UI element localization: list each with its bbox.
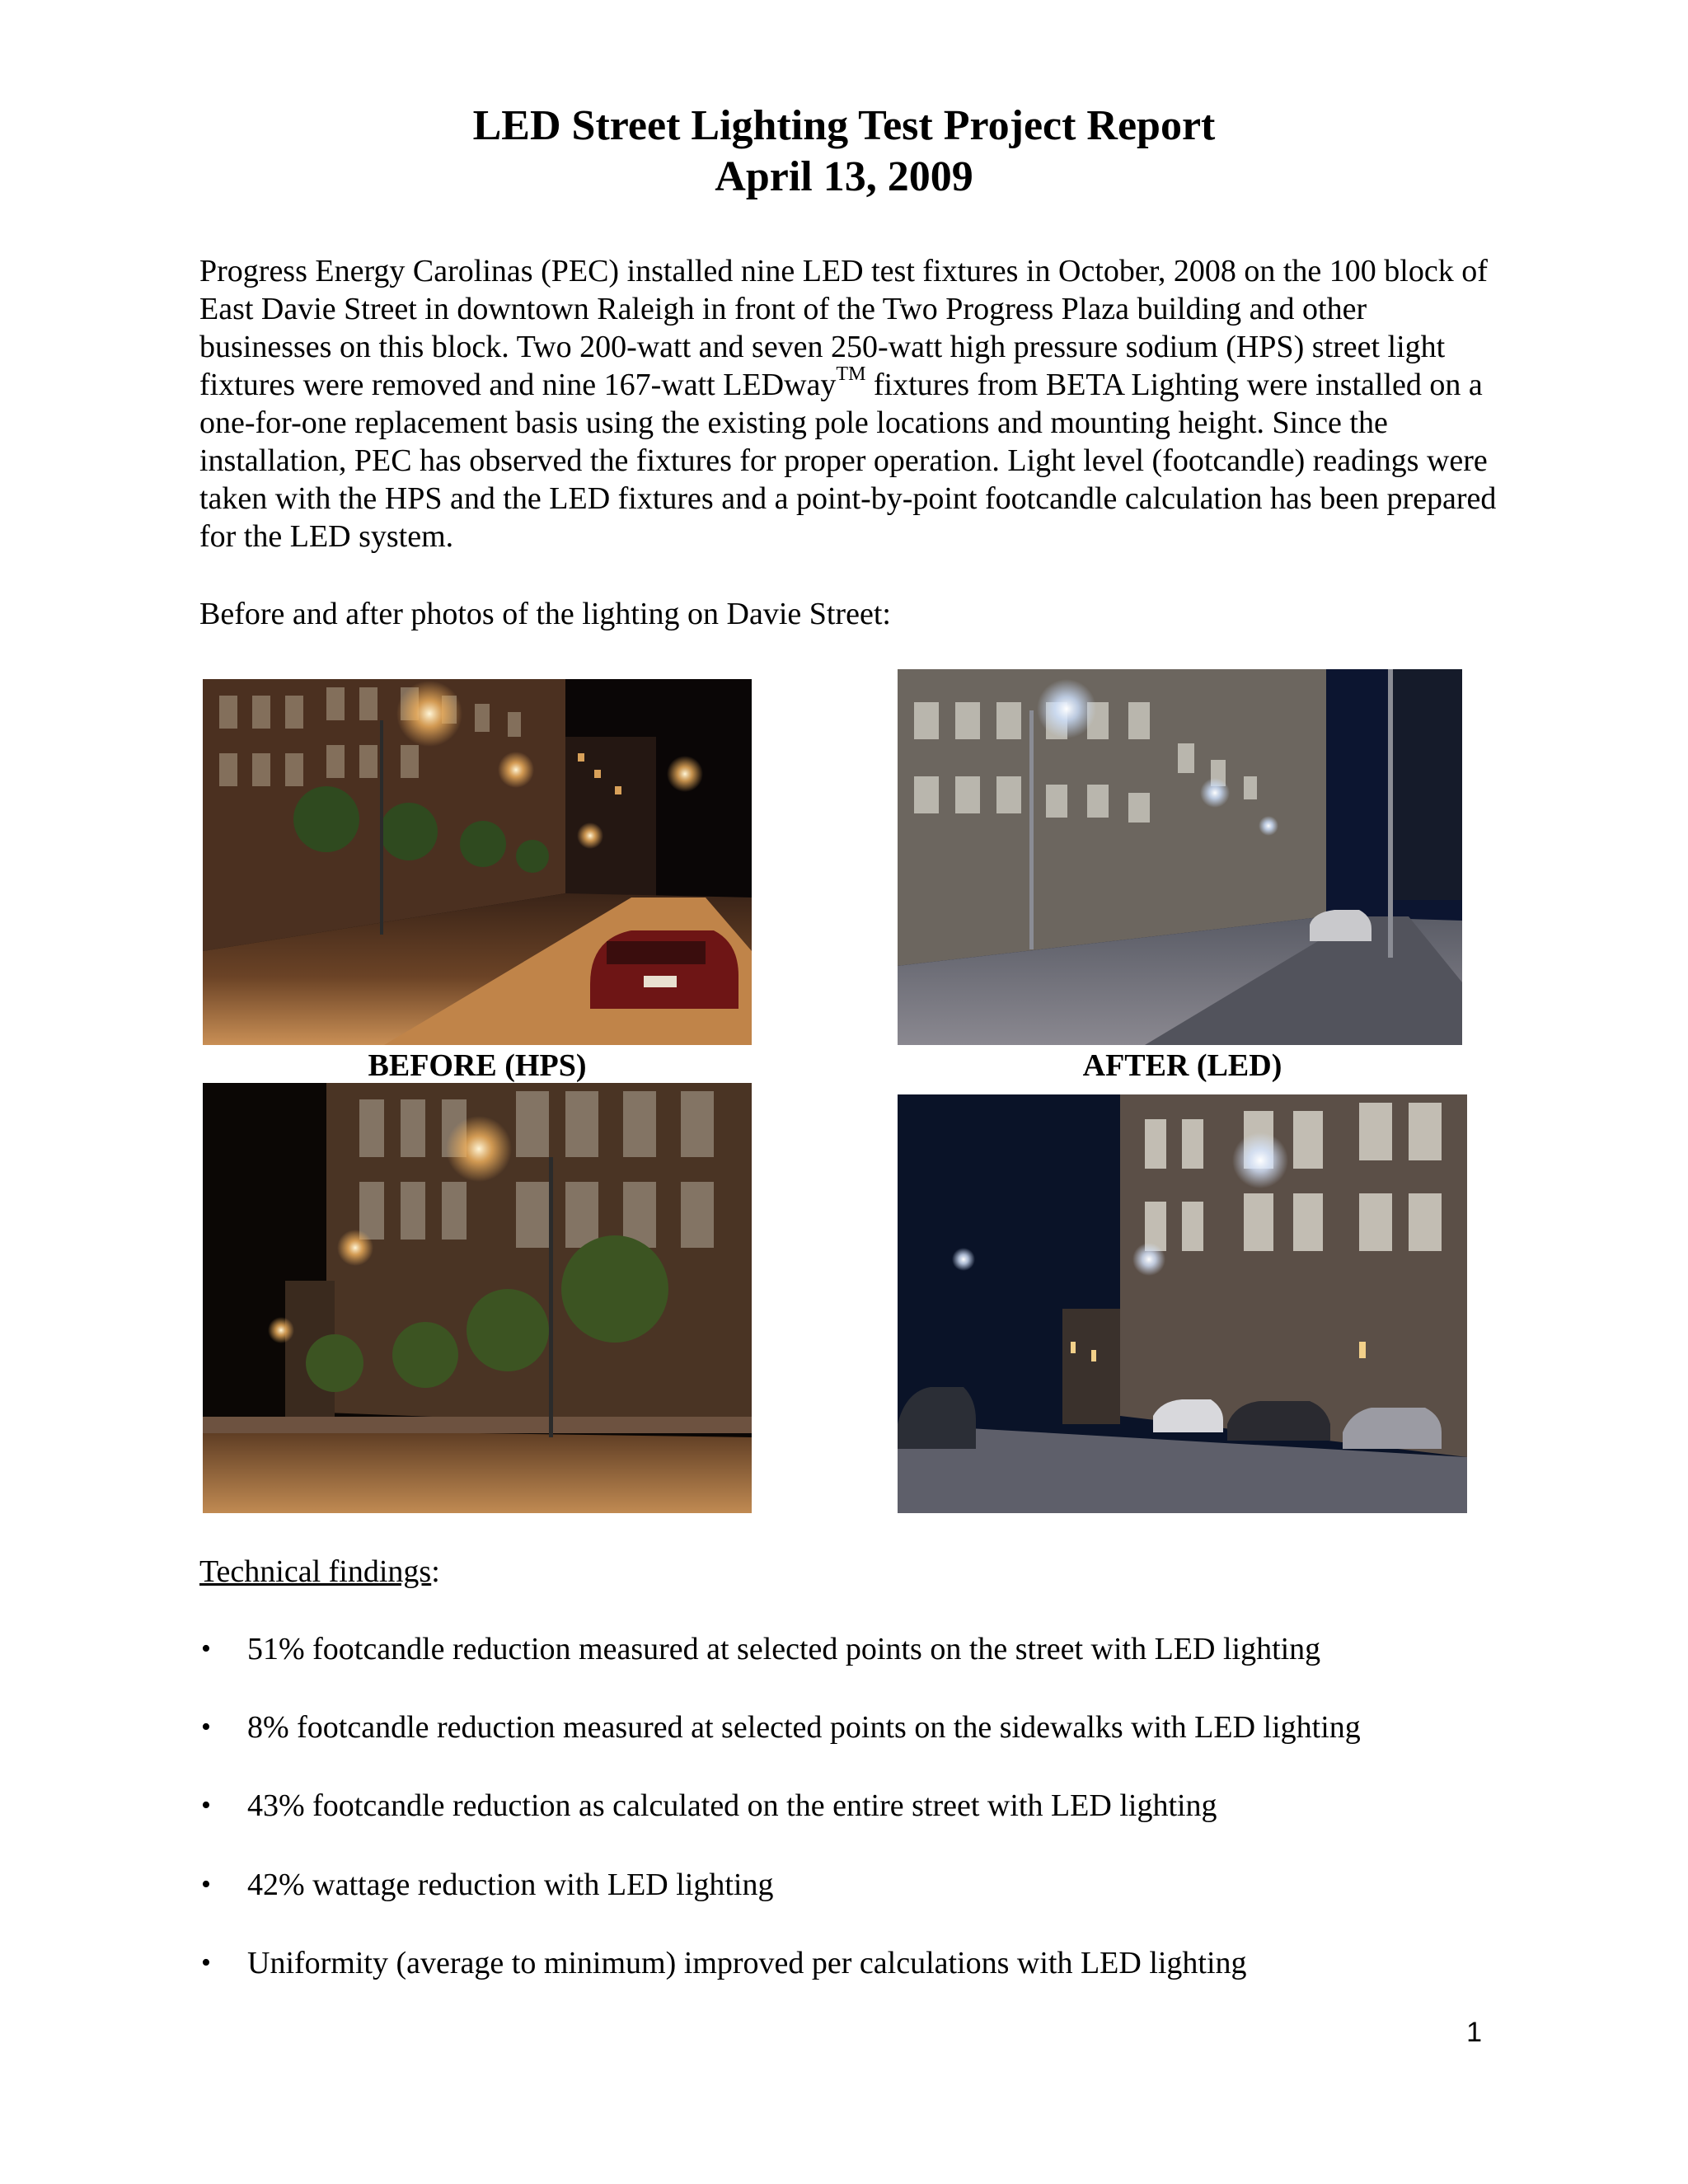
after-led-photo-1 [898,669,1462,1045]
after-caption: AFTER (LED) [1082,1048,1282,1083]
intro-text-part1: Progress Energy Carolinas (PEC) installed nine LED test fixtures in October, 2008 on the 100 block of East Davie Street in downtown Raleigh in front of the Two Progress Plaza building and other businesses on this block. Two 200-watt and seven 250-watt high pressure sodium (HPS) street light fixtures were removed and nine 167-watt LEDway [199,254,1488,402]
finding-item [201,1708,1533,1746]
finding-item [201,1866,1533,1904]
report-date: April 13, 2009 [715,153,973,200]
before-caption: BEFORE (HPS) [368,1048,587,1083]
finding-item [201,1630,1533,1668]
finding-text: 43% footcandle reduction as calculated on the entire street with LED lighting [247,1788,1217,1823]
photos-intro-text: Before and after photos of the lighting on Davie Street: [199,597,891,631]
trademark-mark: TM [836,363,866,386]
finding-item [201,1787,1533,1825]
intro-text-part2: fixtures from BETA Lighting were installed on a one-for-one replacement basis using the existing pole locations and mounting height. Since the installation, PEC has observed the fixtures for proper operation. Light level (footcandle) readings were taken with the HPS and the LED fixtures and a point-by-point footcandle calculation has been prepared for the LED system. [199,368,1497,554]
bullet-icon: • [201,1869,211,1900]
finding-text: 42% wattage reduction with LED lighting [247,1868,774,1902]
before-hps-photo-2 [203,1083,752,1513]
intro-paragraph [199,252,1502,555]
bullet-icon: • [201,1790,211,1821]
page-number: 1 [1466,2017,1482,2048]
before-hps-photo-1 [203,679,752,1045]
report-title: LED Street Lighting Test Project Report [472,102,1216,149]
finding-item [201,1944,1533,1982]
finding-text: Uniformity (average to minimum) improved per calculations with LED lighting [247,1946,1247,1980]
technical-findings-heading [199,1553,440,1591]
bullet-icon: • [201,1712,211,1742]
bullet-icon: • [201,1947,211,1978]
after-led-photo-2 [898,1094,1467,1513]
bullet-icon: • [201,1633,211,1664]
technical-findings-label: Technical findings [199,1554,432,1589]
finding-text: 8% footcandle reduction measured at selected points on the sidewalks with LED lighting [247,1710,1361,1745]
heading-colon: : [431,1554,440,1589]
finding-text: 51% footcandle reduction measured at selected points on the street with LED lighting [247,1632,1321,1666]
